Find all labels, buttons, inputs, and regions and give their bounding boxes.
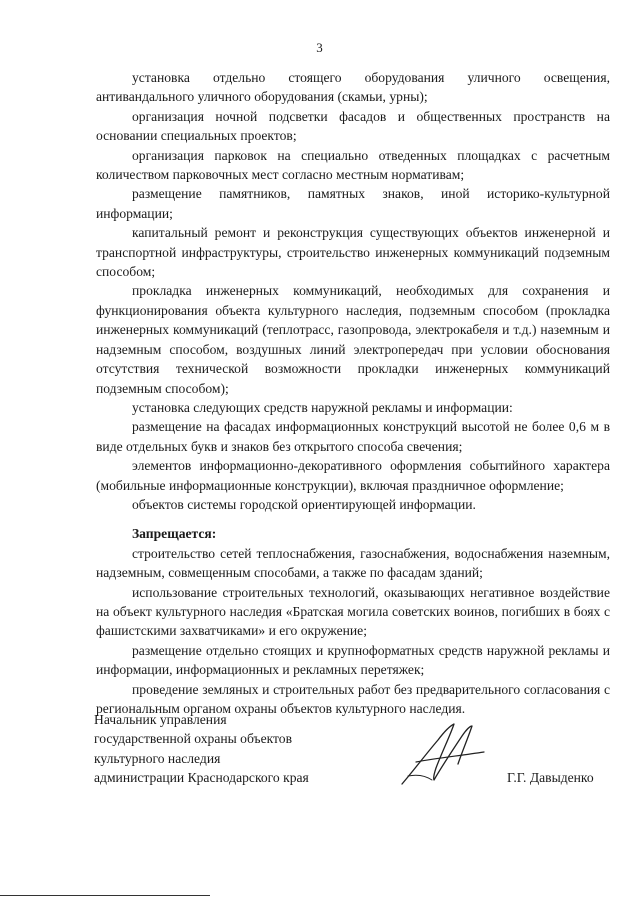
permitted-item: установка следующих средств наружной рекламы и информации: [132, 399, 513, 415]
signatory-name: Г.Г. Давыденко [507, 770, 594, 785]
signatory-title-line: культурного наследия [94, 750, 221, 766]
permitted-item: элементов информационно-декоративного оформления событийного характера (мобильные информационные конструкции), включая праздничное оформление; [96, 458, 610, 493]
signatory-title [94, 710, 394, 788]
permitted-item: капитальный ремонт и реконструкция существующих объектов инженерной и транспортной инфраструктуры, строительство инженерных коммуникаций подземным способом; [96, 225, 610, 280]
permitted-item: организация парковок на специально отведенных площадках с расчетным количеством парковочных мест согласно местным нормативам; [96, 147, 610, 183]
permitted-item: организация ночной подсветки фасадов и общественных пространств на основании специальных проектов; [96, 108, 610, 144]
prohibited-item: проведение земляных и строительных работ без предварительного согласования с региональным органом охраны объектов культурного наследия. [96, 681, 610, 716]
footer-rule [0, 895, 210, 896]
prohibited-heading: Запрещается: [132, 526, 217, 542]
permitted-item: объектов системы городской ориентирующей информации. [132, 496, 476, 512]
signatory-title-line: государственной охраны объектов [94, 731, 293, 747]
handwritten-signature [396, 718, 488, 790]
document-body [96, 68, 610, 718]
permitted-item: размещение памятников, памятных знаков, иной историко-культурной информации; [96, 186, 610, 221]
prohibited-item: использование строительных технологий, оказывающих негативное воздействие на объект культурного наследия «Братская могила советских воинов, погибших в боях с фашистскими захватчиками» и его окружение; [96, 584, 610, 639]
prohibited-item: строительство сетей теплоснабжения, газоснабжения, водоснабжения наземным, надземным, совмещенным способами, а также по фасадам зданий; [96, 545, 610, 581]
signatory-title-line: Начальник управления [94, 712, 227, 727]
permitted-item: установка отдельно стоящего оборудования уличного освещения, антивандального уличного оборудования (скамьи, урны); [96, 70, 610, 105]
permitted-item: размещение на фасадах информационных конструкций высотой не более 0,6 м в виде отдельных букв и знаков без открытого способа свечения; [96, 419, 610, 454]
page-number: 3 [316, 40, 323, 55]
prohibited-item: размещение отдельно стоящих и крупноформатных средств наружной рекламы и информации, информационных и рекламных перетяжек; [96, 642, 610, 678]
permitted-item: прокладка инженерных коммуникаций, необходимых для сохранения и функционирования объекта культурного наследия, подземным способом (прокладка инженерных коммуникаций (теплотрасс, газопровода, электрокабеля и т.д.) наземным и надземным способом, воздушных линий электропередач при условии обоснования отсутствия технической возможности прокладки инженерных коммуникаций подземным способом); [96, 283, 610, 396]
signatory-title-line: администрации Краснодарского края [94, 770, 309, 786]
